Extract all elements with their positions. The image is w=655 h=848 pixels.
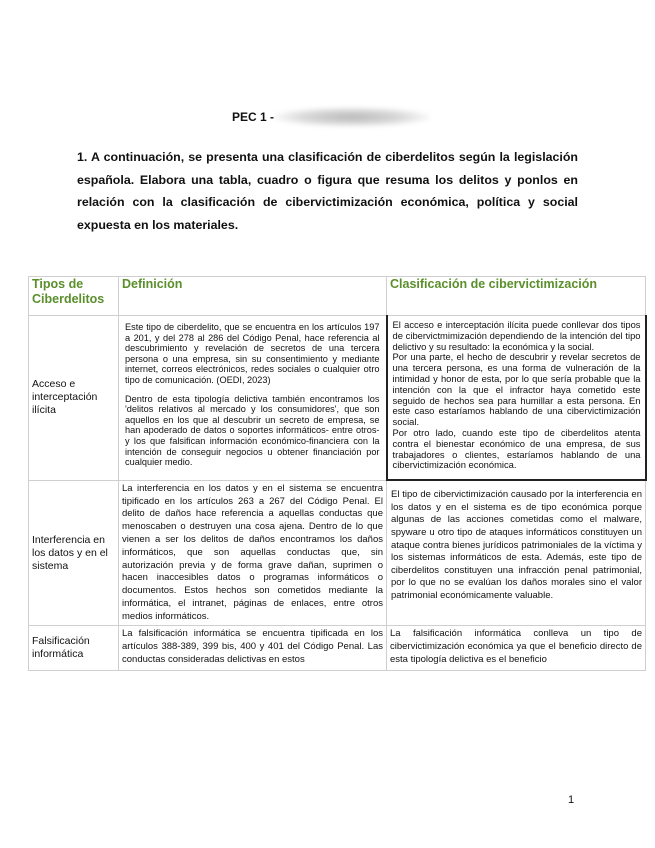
header-types: Tipos de Ciberdelitos bbox=[32, 277, 105, 306]
redacted-name bbox=[274, 107, 430, 127]
assignment-label: PEC 1 - bbox=[232, 110, 275, 124]
row-type: Interferencia en los datos y en el sistema bbox=[29, 480, 119, 626]
classification-paragraph: Por una parte, el hecho de descubrir y revelar secretos de una tercera persona, es una forma de vulneración de la intimidad y honor de esta, por lo que sería probable que la intención con la que el infractor haya cometido este seguido de hechos sea para humillar a esta persona. En este caso estaríamos hablando de una cibervictimización social. bbox=[392, 351, 641, 428]
row-definition: La falsificación informática se encuentra tipificada en los artículos 388-389, 399 bis, 400 y 401 del Código Penal. Las conductas consideradas delictivas en estos bbox=[119, 626, 387, 671]
definition-paragraph: Dentro de esta tipología delictiva también encontramos los 'delitos relativos al mercado y los consumidores', que son aquellos en los que al descubrir un secreto de empresa, se han apoderado de datos o soportes informáticos- entre otros- y los que falsifican información económico-financiera con la intención de conseguir negocios u obtener financiación por cualquier medio. bbox=[125, 393, 380, 468]
classification-paragraph: Por otro lado, cuando este tipo de ciberdelitos atenta contra el bienestar económico de una empresa, de sus trabajadores o clientes, estaríamos hablando de una cibervictimización económica. bbox=[392, 426, 641, 471]
row-classification bbox=[387, 316, 646, 481]
table-row bbox=[29, 316, 646, 481]
table-header-row bbox=[29, 277, 646, 316]
row-classification: El tipo de cibervictimización causado por la interferencia en los datos y en el sistema es de tipo económica porque algunas de las acciones cometidas como el malware, spyware u otro tipo de ataques informáticos constituyen un ataque contra bienes jurídicos patrimoniales de la víctima y los sistemas informáticos de esta. Además, este tipo de ciberdelitos constituyen una infracción penal patrimonial, por lo que no se evalúan los daños morales sino el valor patrimonial económicamente valuable. bbox=[387, 480, 646, 626]
cybercrime-table bbox=[28, 276, 647, 671]
row-definition: La interferencia en los datos y en el sistema se encuentra tipificado en los artículos 263 a 267 del Código Penal. El delito de daños hace referencia a aquellas conductas que menoscaben o destruyen una cosa ajena. Dentro de lo que vienen a ser los delitos de daños encontramos los daños informáticos, que son aquellas conductas que, sin autorización previa y de forma grave dañan, suprimen o hacen inaccesibles datos o programas informáticos o documentos. Estos hechos son cometidos mediante la informática, el intranet, páginas de enlaces, entre otros medios informáticos. bbox=[119, 480, 387, 626]
question-text: 1. A continuación, se presenta una clasificación de ciberdelitos según la legislación española. Elabora una tabla, cuadro o figura que resuma los delitos y ponlos en relación con la clasificación de cibervictimización económica, política y social expuesta en los materiales. bbox=[77, 150, 578, 232]
row-type: Acceso e interceptación ilícita bbox=[29, 316, 119, 481]
page-number: 1 bbox=[568, 794, 575, 806]
classification-paragraph: El acceso e interceptación ilícita puede conllevar dos tipos de cibervictmimización dependiendo de la intención del tipo delictivo y su resultado: la económica y la social. bbox=[392, 319, 641, 352]
row-definition bbox=[119, 316, 387, 481]
definition-paragraph: Este tipo de ciberdelito, que se encuentra en los artículos 197 a 201, y del 278 al 286 del Código Penal, hace referencia al descubrimiento y revelación de secretos de una tercera persona o una empresa, sin su consentimiento y mediante internet, correos electrónicos, redes sociales o cualquier otro tipo de comunicación. (OEDI, 2023) bbox=[125, 322, 380, 385]
row-classification: La falsificación informática conlleva un tipo de cibervictimización económica ya que el beneficio directo de esta tipología delictiva es el beneficio bbox=[387, 626, 646, 671]
table-row bbox=[29, 626, 646, 671]
row-type: Falsificación informática bbox=[29, 626, 119, 671]
table-row bbox=[29, 480, 646, 626]
header-classification: Clasificación de cibervictimización bbox=[390, 277, 598, 291]
header-definition: Definición bbox=[122, 277, 183, 291]
